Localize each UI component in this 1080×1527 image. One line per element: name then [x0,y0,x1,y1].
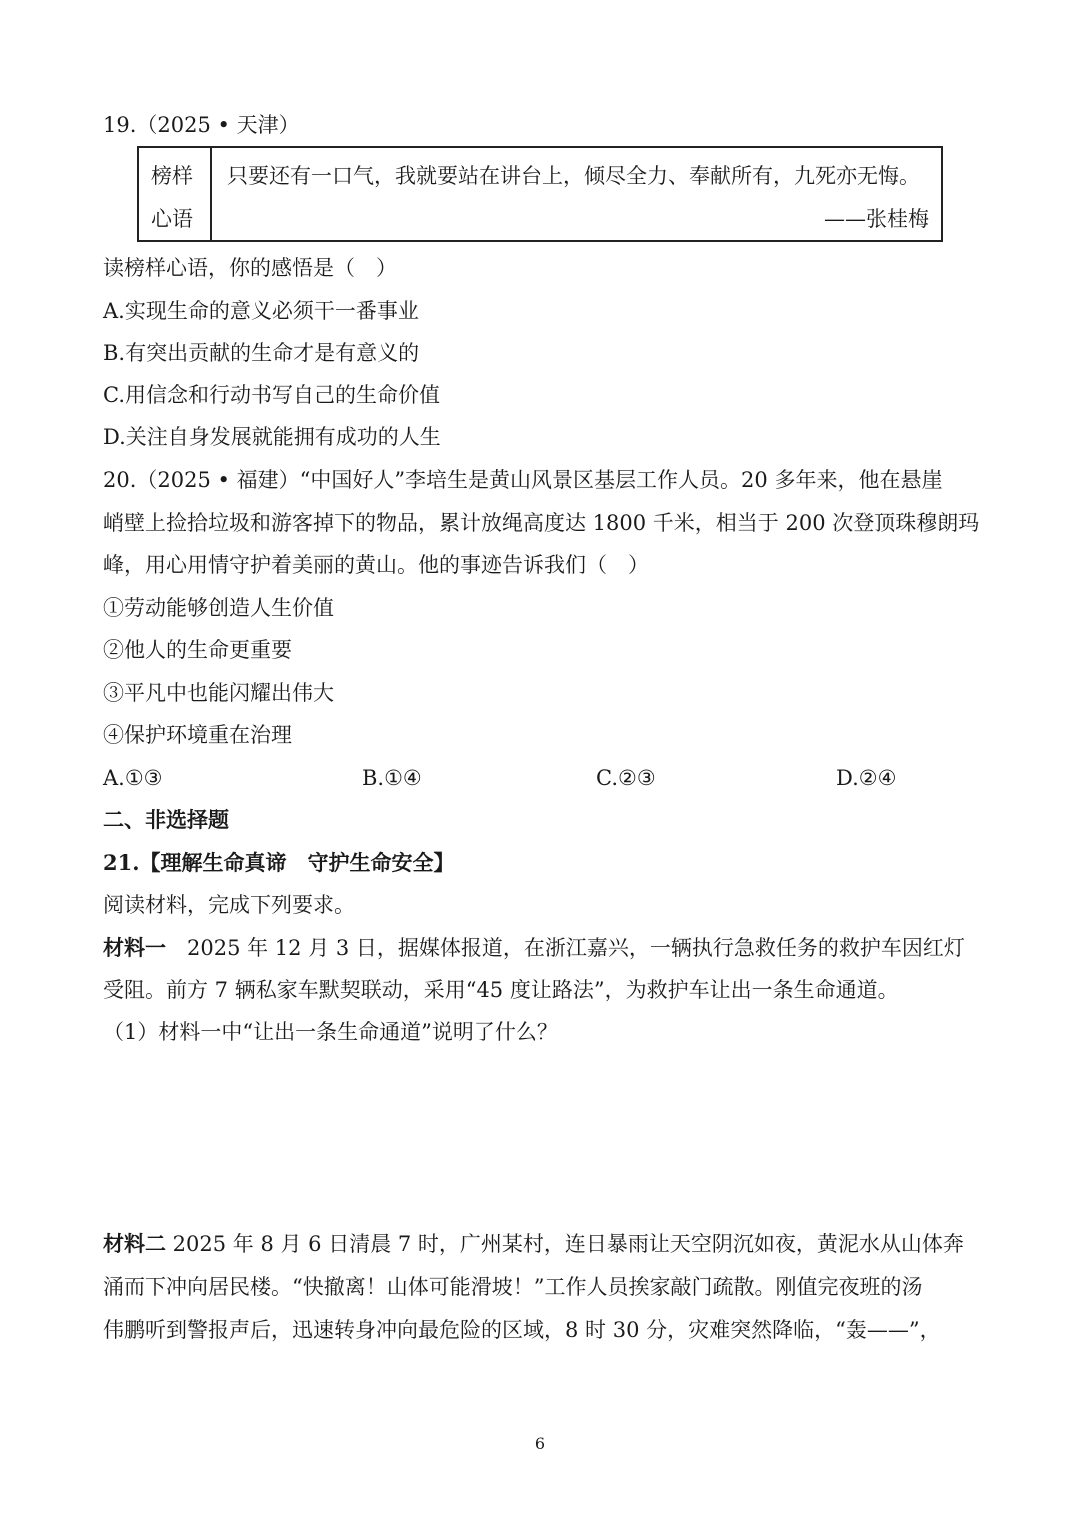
material1-line-1 [103,934,965,962]
q19-option-a: A.实现生命的意义必须干一番事业 [103,299,419,323]
material1-text-1: 2025 年 12 月 3 日，据媒体报道，在浙江嘉兴，一辆执行急救任务的救护车因红灯 [166,936,965,960]
material2-line-1 [103,1230,964,1258]
quote-author: ——张桂梅 [824,207,929,231]
q20-line-1: 20.（2025 • 福建）“中国好人”李培生是黄山风景区基层工作人员。20 多年来，他在悬崖 [103,468,943,492]
q20-option-d: D.②④ [836,766,897,790]
quote-table [137,146,943,242]
quote-label-cell [139,148,212,240]
material2-label: 材料二 [103,1231,166,1256]
material1-label: 材料一 [103,935,166,960]
material1-line-2: 受阻。前方 7 辆私家车默契联动，采用“45 度让路法”，为救护车让出一条生命通道。 [103,978,899,1002]
q21-instruction: 阅读材料，完成下列要求。 [103,893,355,917]
material2-line-3: 伟鹏听到警报声后，迅速转身冲向最危险的区域，8 时 30 分，灾难突然降临，“轰——”， [103,1318,941,1342]
material2-text-1: 2025 年 8 月 6 日清晨 7 时，广州某村，连日暴雨让天空阴沉如夜，黄泥水从山体奔 [166,1232,964,1256]
q20-option-c: C.②③ [596,766,656,790]
q20-option-a: A.①③ [103,766,163,790]
q19-header: 19.（2025 • 天津） [103,113,300,137]
q20-statement-1: ①劳动能够创造人生价值 [103,596,334,620]
q21-sub-question-1: （1）材料一中“让出一条生命通道”说明了什么？ [103,1020,558,1044]
q20-line-3: 峰，用心用情守护着美丽的黄山。他的事迹告诉我们（ ） [103,553,649,577]
section-title: 二、非选择题 [103,807,229,832]
q20-line-2: 峭壁上捡拾垃圾和游客掉下的物品，累计放绳高度达 1800 千米，相当于 200 次登顶珠穆朗玛 [103,511,980,535]
q21-title: 21.【理解生命真谛 守护生命安全】 [103,850,455,875]
q20-statement-2: ②他人的生命更重要 [103,638,292,662]
q20-statement-3: ③平凡中也能闪耀出伟大 [103,681,334,705]
quote-label-line2: 心语 [151,207,193,231]
q20-option-b: B.①④ [362,766,422,790]
q19-stem: 读榜样心语，你的感悟是（ ） [103,256,397,280]
quote-label-line1: 榜样 [151,164,193,188]
page-number: 6 [534,1434,546,1453]
q19-option-b: B.有突出贡献的生命才是有意义的 [103,341,420,365]
material2-line-2: 涌而下冲向居民楼。“快撤离！山体可能滑坡！”工作人员挨家敲门疏散。刚值完夜班的汤 [103,1275,923,1299]
q20-statement-4: ④保护环境重在治理 [103,723,292,747]
q19-option-d: D.关注自身发展就能拥有成功的人生 [103,425,441,449]
q19-option-c: C.用信念和行动书写自己的生命价值 [103,383,440,407]
quote-text: 只要还有一口气，我就要站在讲台上，倾尽全力、奉献所有，九死亦无悔。 [227,164,920,188]
